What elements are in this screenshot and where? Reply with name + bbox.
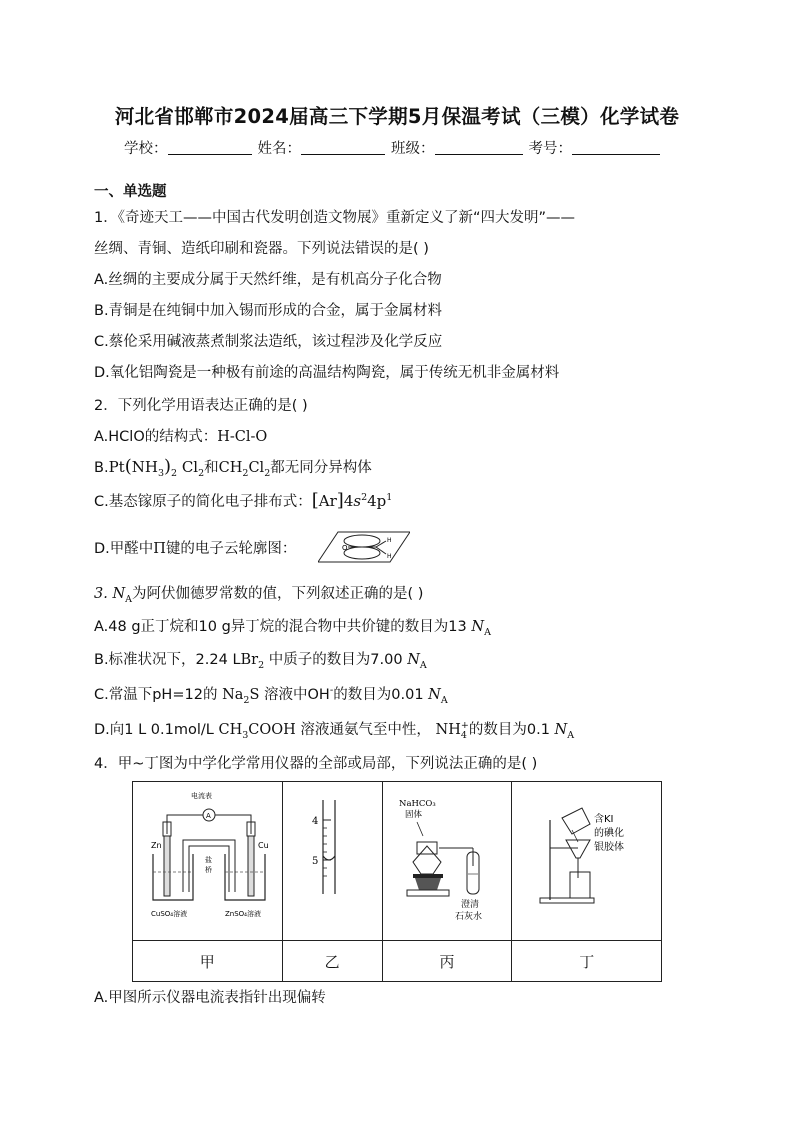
figure-bing-cell: [382, 782, 512, 941]
class-label: 班级：: [391, 141, 435, 157]
q3-b-mid: 中质子的数目为7.00: [268, 652, 403, 668]
q2-c-label: C.基态镓原子的简化电子排布式：: [94, 494, 312, 510]
q4-option-a: A.甲图所示仪器电流表指针出现偏转: [94, 990, 326, 1006]
caption-bing: 丙: [382, 941, 512, 982]
q1-option-a: A.丝绸的主要成分属于天然纤维，是有机高分子化合物: [94, 272, 442, 288]
colloid-label-line1: 含KI: [594, 814, 614, 825]
q2-b-formula-pt: $Pt(NH_3)_2$ $Cl_2$: [108, 456, 205, 479]
q3-c-end: 的数目为0.01: [333, 687, 424, 703]
na-symbol: N: [407, 652, 420, 668]
galvanic-cell-diagram: [133, 782, 283, 940]
q3-d-mid: 溶液通氨气至中性，: [300, 722, 431, 738]
burette-diagram: [283, 782, 383, 940]
page-title: 河北省邯郸市2024届高三下学期5月保温考试（三模）化学试卷: [114, 105, 680, 128]
q3-na-sub: A: [125, 593, 133, 605]
reagent-label-line1: NaHCO₃: [398, 799, 436, 809]
lamp-icon: [415, 878, 441, 890]
figure-yi-cell: [282, 782, 382, 941]
zn-electrode: [164, 836, 170, 896]
svg-text:O: O: [342, 544, 348, 552]
tick-label-upper: 4: [311, 816, 318, 827]
q2-stem: 2．下列化学用语表达正确的是( ): [94, 398, 308, 414]
q3-option-c: C.常温下pH=12的 $Na_2S$ 溶液中OH-的数目为0.01 $N_A$: [94, 685, 448, 706]
limewater-label-line2: 石灰水: [454, 912, 482, 922]
colloid-label-line3: 银胶体: [594, 842, 625, 853]
meter-label: 电流表: [191, 792, 212, 800]
q3-d-ammonium: $NH_4^+$: [435, 720, 469, 741]
q3-c-mid: 溶液中OH: [264, 687, 330, 703]
caption-ding: 丁: [512, 941, 662, 982]
na-symbol: N: [554, 722, 568, 738]
right-solution-label: ZnSO₄溶液: [225, 910, 261, 918]
q2-d-pi: Π: [153, 541, 166, 557]
q2-b-formula-ch2cl2: $CH_2Cl_2$: [218, 460, 271, 479]
q2-d-label: D.甲醛中: [94, 541, 154, 557]
q2-d-text: 键的电子云轮廓图：: [165, 541, 297, 557]
q3-c-text: C.常温下pH=12的: [94, 687, 218, 703]
school-label: 学校：: [124, 141, 168, 157]
name-label: 姓名：: [257, 141, 301, 157]
pi-bond-orbital-diagram: [318, 530, 410, 564]
q4-stem: 4．甲~丁图为中学化学常用仪器的全部或局部，下列说法正确的是( ): [94, 756, 538, 772]
q3-option-a: [94, 615, 491, 638]
left-solution-label: CuSO₄溶液: [151, 910, 188, 918]
q3-stem-text: 为阿伏伽德罗常数的值，下列叙述正确的是( ): [132, 586, 424, 602]
zn-label: Zn: [151, 841, 162, 850]
q3-d-formula: $CH_3COOH$: [218, 722, 296, 741]
q1-option-b: B.青铜是在纯铜中加入锡而形成的合金，属于金属材料: [94, 303, 443, 319]
na-symbol: N: [428, 687, 441, 703]
cu-label: Cu: [258, 841, 269, 850]
bridge-label-bottom: 桥: [205, 866, 212, 874]
q2-c-configuration: $[Ar]4s^24p^1$: [311, 490, 393, 511]
q2-option-d: [94, 537, 296, 558]
number-label: 考号：: [528, 141, 572, 157]
heating-apparatus-diagram: [383, 782, 513, 940]
q3-na-symbol: N: [112, 586, 126, 602]
caption-jia: 甲: [133, 941, 283, 982]
q1-option-c: C.蔡伦采用碱液蒸煮制浆法造纸，该过程涉及化学反应: [94, 334, 443, 350]
tick-label-lower: 5: [311, 856, 318, 867]
school-blank[interactable]: [168, 140, 252, 155]
limewater-label-line1: 澄清: [460, 900, 479, 910]
meter-symbol: A: [206, 812, 211, 820]
q3-a-text: A.48 g正丁烷和10 g异丁烷的混合物中共价键的数目为13: [94, 619, 467, 635]
number-blank[interactable]: [572, 140, 660, 155]
q3-number: 3.: [94, 586, 108, 602]
q3-d-end: 的数目为0.1: [468, 722, 550, 738]
svg-text:H: H: [387, 537, 392, 544]
class-blank[interactable]: [435, 140, 523, 155]
q2-option-c: [94, 490, 392, 511]
q3-option-b: [94, 648, 427, 671]
na-sub: A: [440, 694, 448, 706]
left-beaker: [153, 854, 193, 900]
na-sub: A: [567, 729, 575, 741]
q2-b-text: 都无同分异构体: [270, 460, 372, 476]
svg-text:H: H: [387, 553, 392, 560]
q3-stem: [94, 582, 423, 605]
q3-b-text: B.标准状况下，2.24 L: [94, 652, 241, 668]
q3-option-d: [94, 718, 574, 741]
q2-b-and: 和: [204, 460, 219, 476]
q2-b-label: B.: [94, 460, 109, 476]
name-blank[interactable]: [301, 140, 385, 155]
filtration-diagram: [512, 782, 662, 940]
q3-c-formula: $Na_2S$: [222, 687, 260, 706]
q2-a-label: A.HClO的结构式：: [94, 429, 218, 445]
colloid-label-line2: 的碘化: [594, 828, 625, 839]
pouring-beaker: [562, 808, 590, 834]
beaker: [570, 872, 590, 898]
q3-b-formula: $Br_2$: [240, 652, 265, 671]
na-sub: A: [484, 626, 491, 638]
na-symbol: N: [471, 619, 485, 635]
q2-a-formula: H-Cl-O: [217, 429, 268, 445]
reagent-label-line2: 固体: [404, 810, 422, 820]
section-title: 一、单选题: [94, 184, 167, 200]
q3-d-text: D.向1 L 0.1mol/L: [94, 722, 214, 738]
apparatus-figure-table: [132, 781, 662, 982]
meniscus: [323, 856, 335, 860]
q1-option-d: D.氧化铝陶瓷是一种极有前途的高温结构陶瓷，属于传统无机非金属材料: [94, 365, 560, 381]
student-info-line: [124, 137, 666, 158]
bridge-label-top: 盐: [205, 856, 212, 864]
figure-ding-cell: [512, 782, 662, 941]
cu-electrode: [248, 836, 254, 896]
funnel: [566, 840, 590, 858]
na-sub: A: [419, 659, 427, 671]
caption-yi: 乙: [282, 941, 382, 982]
q1-stem-line2: 丝绸、青铜、造纸印刷和瓷器。下列说法错误的是( ): [94, 241, 429, 257]
q2-option-b: [94, 456, 372, 479]
q1-stem-line1: 1．《奇迹天工——中国古代发明创造文物展》重新定义了新“四大发明”——: [94, 210, 575, 226]
right-beaker: [225, 854, 265, 900]
figure-jia-cell: [133, 782, 283, 941]
q2-option-a: [94, 425, 267, 446]
